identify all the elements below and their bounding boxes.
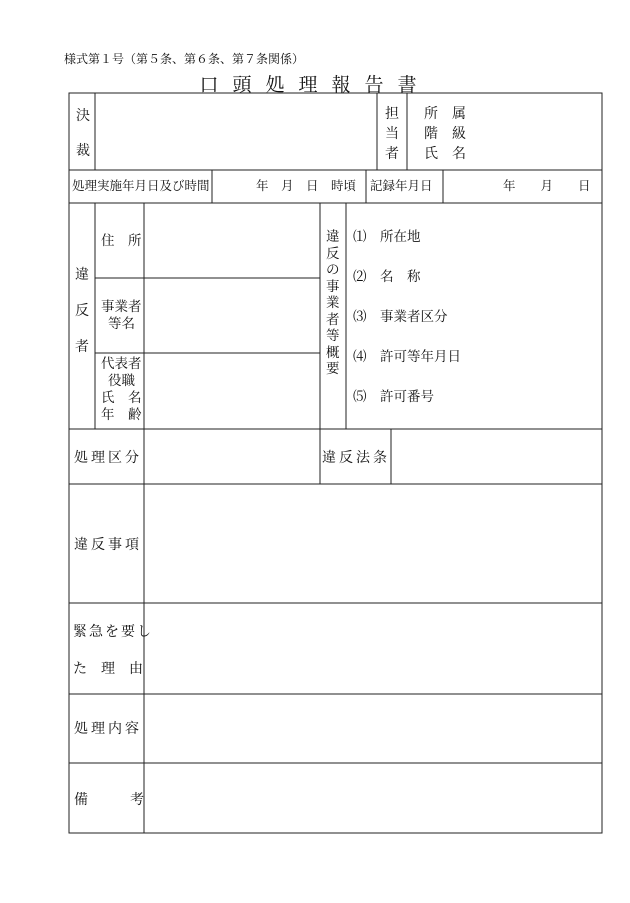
- remarks-label: 備 考: [74, 792, 144, 808]
- record-date-label: 記録年月日: [370, 178, 433, 193]
- rep-label-line-2: 役職: [108, 373, 135, 389]
- overview-item-name: ⑵ 名 称: [353, 269, 421, 285]
- overview-char-4: 事: [326, 278, 340, 295]
- form-title: 口頭処理報告書: [199, 74, 431, 96]
- rep-label-line-3: 氏 名: [101, 390, 142, 406]
- processing-datetime-fields: 年 月 日 時頃: [256, 178, 357, 193]
- overview-char-8: 概: [326, 344, 340, 361]
- violator-char-3: 者: [75, 339, 89, 355]
- rep-label-line-4: 年 齢: [101, 407, 142, 423]
- urgency-reason-label-line-1: 緊急を要し: [73, 624, 153, 640]
- address-label: 住 所: [101, 233, 142, 249]
- overview-item-permit-number: ⑸ 許可番号: [353, 389, 434, 405]
- overview-item-location: ⑴ 所在地: [353, 229, 421, 245]
- overview-item-business-category: ⑶ 事業者区分: [353, 309, 448, 325]
- overview-item-permit-date: ⑷ 許可等年月日: [353, 349, 461, 365]
- overview-char-3: の: [326, 262, 340, 278]
- business-label-line-2: 等名: [108, 316, 135, 332]
- tanto-char-2: 当: [385, 126, 399, 142]
- overview-section-label: [326, 231, 340, 377]
- tanto-char-1: 担: [385, 106, 399, 122]
- record-date-fields: 年 月 日: [503, 178, 591, 193]
- overview-char-2: 反: [326, 245, 340, 262]
- violation-law-label: 違反法条: [322, 450, 390, 466]
- violator-section-label: [75, 268, 89, 354]
- processing-datetime-label: 処理実施年月日及び時間: [72, 178, 210, 193]
- kessai-char-2: 裁: [76, 143, 90, 159]
- overview-char-6: 者: [326, 311, 340, 328]
- business-label-line-1: 事業者: [101, 299, 142, 315]
- kessai-char-1: 決: [76, 108, 90, 124]
- kaikyu-label: 階 級: [424, 126, 466, 142]
- shozoku-label: 所 属: [424, 106, 466, 122]
- form-number: 様式第１号（第５条、第６条、第７条関係）: [64, 52, 305, 66]
- shimei-label: 氏 名: [424, 146, 466, 162]
- processing-content-label: 処理内容: [74, 721, 142, 737]
- violator-char-1: 違: [75, 267, 89, 283]
- processing-category-label: 処理区分: [74, 450, 142, 466]
- overview-char-9: 要: [326, 361, 340, 377]
- overview-char-5: 業: [326, 295, 340, 311]
- violator-char-2: 反: [75, 303, 89, 319]
- overview-char-1: 違: [326, 229, 340, 245]
- tanto-char-3: 者: [385, 146, 399, 162]
- violation-matters-label: 違反事項: [74, 537, 142, 553]
- rep-label-line-1: 代表者: [101, 356, 142, 372]
- urgency-reason-label-line-2: た 理 由: [73, 661, 143, 677]
- overview-char-7: 等: [326, 328, 340, 344]
